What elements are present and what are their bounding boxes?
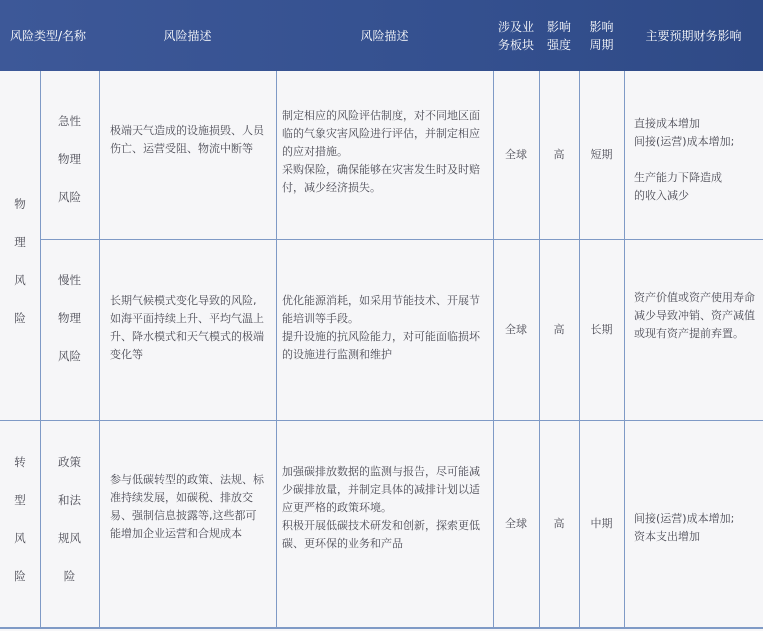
divider xyxy=(99,71,100,629)
financial-impact: 间接(运营)成本增加; 资本支出增加 xyxy=(634,512,735,543)
risk-description: 参与低碳转型的政策、法规、标准持续发展，如碳税、排放交易、强制信息披露等,这些都可能增加企业运营和合规成本 xyxy=(110,473,264,540)
table-header xyxy=(0,0,763,71)
group-physical-risk: 物 理 风 险 xyxy=(14,197,26,325)
divider xyxy=(0,627,763,629)
group-transition-risk: 转 型 风 险 xyxy=(14,455,26,583)
risk-description: 极端天气造成的设施损毁、人员伤亡、运营受阻、物流中断等 xyxy=(110,124,264,155)
financial-impact: 资产价值或资产使用寿命减少导致冲销、资产减值或现有资产提前弃置。 xyxy=(634,291,755,340)
impact-intensity: 高 xyxy=(553,148,565,161)
header-financial-impact: 主要预期财务影响 xyxy=(645,28,742,43)
impact-period: 长期 xyxy=(590,323,613,336)
risk-response: 优化能源消耗，如采用节能技术、开展节能培训等手段。 提升设施的抗风险能力，对可能面临损坏的设施进行监测和维护 xyxy=(282,294,480,361)
impact-period: 短期 xyxy=(590,148,613,161)
divider xyxy=(0,420,763,421)
risk-response: 制定相应的风险评估制度，对不同地区面临的气象灾害风险进行评估，并制定相应的应对措施。 采购保险，确保能够在灾害发生时及时赔付，减少经济损失。 xyxy=(282,109,480,194)
header-impact-period: 影响 周期 xyxy=(589,19,614,52)
financial-impact: 直接成本增加 间接(运营)成本增加; 生产能力下降造成 的收入减少 xyxy=(634,117,735,202)
row-subtype: 慢性 物理 风险 xyxy=(58,273,81,363)
risk-description: 长期气候模式变化导致的风险,如海平面持续上升、平均气温上升、降水模式和天气模式的极端变化等 xyxy=(110,294,264,361)
row-subtype: 急性 物理 风险 xyxy=(58,114,81,204)
risk-response: 加强碳排放数据的监测与报告，尽可能减少碳排放量，并制定具体的减排计划以适应更严格的政策环境。 积极开展低碳技术研发和创新，探索更低碳、更环保的业务和产品 xyxy=(282,465,480,550)
impact-intensity: 高 xyxy=(553,323,565,336)
header-risk-response: 风险描述 xyxy=(360,28,409,43)
business-segment: 全球 xyxy=(505,323,527,336)
business-segment: 全球 xyxy=(505,517,527,530)
row-subtype: 政策 和法 规风 险 xyxy=(58,455,81,583)
divider xyxy=(624,71,625,629)
header-business-segment: 涉及业 务板块 xyxy=(497,19,534,52)
divider xyxy=(276,71,277,629)
impact-period: 中期 xyxy=(590,517,613,530)
impact-intensity: 高 xyxy=(553,517,565,530)
header-risk-description: 风险描述 xyxy=(163,28,212,43)
business-segment: 全球 xyxy=(505,148,527,161)
header-impact-intensity: 影响 强度 xyxy=(546,19,571,52)
divider xyxy=(40,239,763,240)
header-risk-type: 风险类型/名称 xyxy=(9,28,87,43)
